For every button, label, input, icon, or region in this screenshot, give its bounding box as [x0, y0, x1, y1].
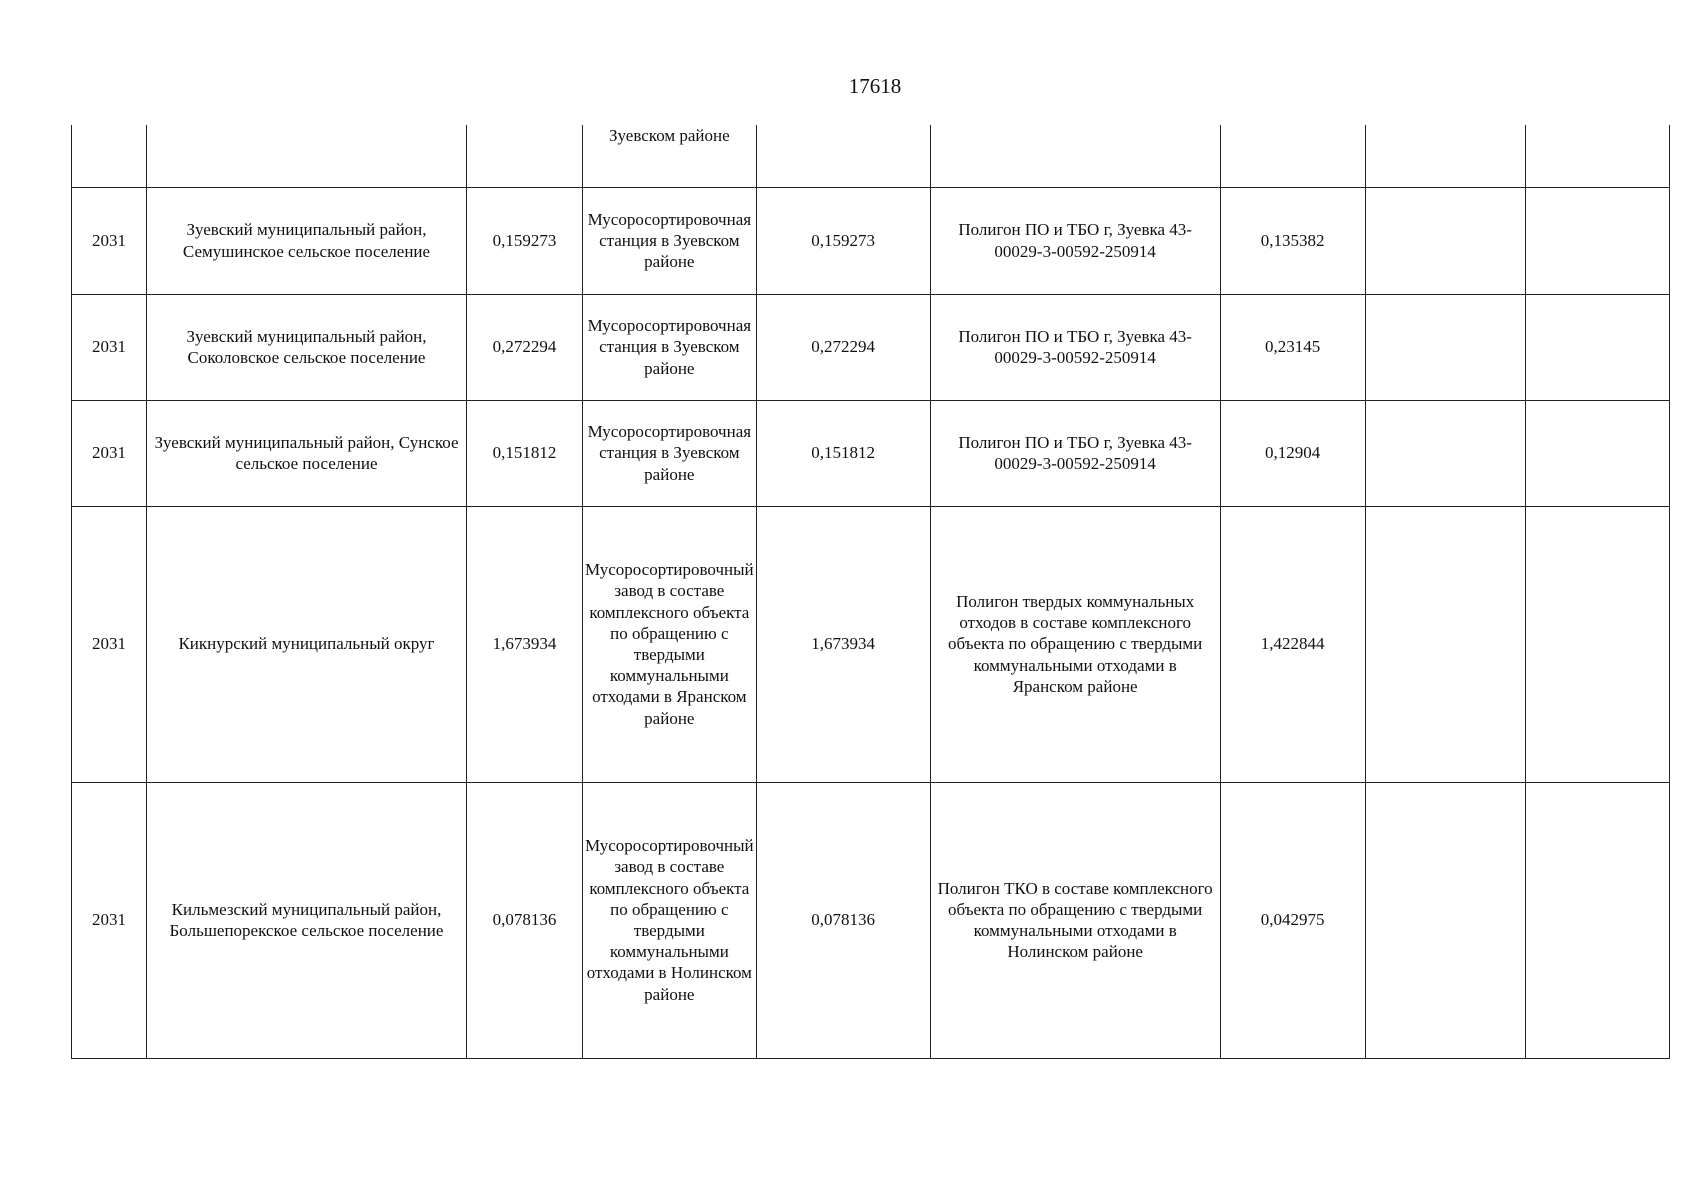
municipality-cell: Кильмезский муниципальный район, Большепорекское сельское поселение — [147, 782, 467, 1058]
table-row — [72, 400, 1670, 506]
municipality-cell: Кикнурский муниципальный округ — [147, 506, 467, 782]
table-row — [72, 187, 1670, 294]
empty-cell — [1525, 400, 1669, 506]
empty-cell — [1525, 506, 1669, 782]
page-number: 17618 — [848, 74, 902, 98]
facility-cell: Мусоросортировочный завод в составе комплексного объекта по обращению с твердыми коммунальными отходами в Нолинском районе — [583, 782, 757, 1058]
volume-cell: 0,272294 — [467, 294, 583, 400]
facility-cell: Мусоросортировочная станция в Зуевском районе — [583, 400, 757, 506]
facility-cell: Мусоросортировочная станция в Зуевском районе — [583, 294, 757, 400]
empty-cell — [1365, 294, 1525, 400]
volume-disposed-cell: 0,042975 — [1220, 782, 1365, 1058]
volume-processed-cell: 0,159273 — [756, 187, 930, 294]
continuation-row — [72, 125, 1670, 187]
disposal-site-cell — [930, 125, 1220, 187]
facility-cell: Мусоросортировочная станция в Зуевском районе — [583, 187, 757, 294]
municipality-cell: Зуевский муниципальный район, Семушинское сельское поселение — [147, 187, 467, 294]
municipality-cell: Зуевский муниципальный район, Сунское сельское поселение — [147, 400, 467, 506]
year-cell: 2031 — [72, 400, 147, 506]
year-cell: 2031 — [72, 294, 147, 400]
volume-cell: 0,159273 — [467, 187, 583, 294]
table-row — [72, 506, 1670, 782]
municipality-cell: Зуевский муниципальный район, Соколовское сельское поселение — [147, 294, 467, 400]
volume-processed-cell: 0,151812 — [756, 400, 930, 506]
volume-disposed-cell — [1220, 125, 1365, 187]
empty-cell — [1525, 294, 1669, 400]
data-table — [71, 125, 1670, 1059]
volume-cell: 0,151812 — [467, 400, 583, 506]
facility-cell: Мусоросортировочный завод в составе комплексного объекта по обращению с твердыми коммунальными отходами в Яранском районе — [583, 506, 757, 782]
empty-cell — [1365, 782, 1525, 1058]
volume-disposed-cell: 1,422844 — [1220, 506, 1365, 782]
volume-cell: 1,673934 — [467, 506, 583, 782]
volume-processed-cell — [756, 125, 930, 187]
empty-cell — [1525, 125, 1669, 187]
volume-disposed-cell: 0,12904 — [1220, 400, 1365, 506]
empty-cell — [1365, 187, 1525, 294]
disposal-site-cell: Полигон ПО и ТБО г, Зуевка 43-00029-3-00592-250914 — [930, 187, 1220, 294]
volume-cell — [467, 125, 583, 187]
volume-processed-cell: 0,078136 — [756, 782, 930, 1058]
disposal-site-cell: Полигон твердых коммунальных отходов в составе комплексного объекта по обращению с твердыми коммунальными отходами в Яранском районе — [930, 506, 1220, 782]
facility-text: Зуевском районе — [608, 126, 730, 145]
year-cell: 2031 — [72, 187, 147, 294]
empty-cell — [1365, 125, 1525, 187]
volume-cell: 0,078136 — [467, 782, 583, 1058]
volume-disposed-cell: 0,23145 — [1220, 294, 1365, 400]
volume-processed-cell: 1,673934 — [756, 506, 930, 782]
volume-processed-cell: 0,272294 — [756, 294, 930, 400]
empty-cell — [1525, 782, 1669, 1058]
year-cell: 2031 — [72, 506, 147, 782]
municipality-cell — [147, 125, 467, 187]
disposal-site-cell: Полигон ТКО в составе комплексного объекта по обращению с твердыми коммунальными отходами в Нолинском районе — [930, 782, 1220, 1058]
empty-cell — [1525, 187, 1669, 294]
disposal-site-cell: Полигон ПО и ТБО г, Зуевка 43-00029-3-00592-250914 — [930, 400, 1220, 506]
table-row — [72, 782, 1670, 1058]
facility-cell — [583, 125, 757, 187]
empty-cell — [1365, 400, 1525, 506]
volume-disposed-cell: 0,135382 — [1220, 187, 1365, 294]
empty-cell — [1365, 506, 1525, 782]
year-cell: 2031 — [72, 782, 147, 1058]
year-cell — [72, 125, 147, 187]
table-row — [72, 294, 1670, 400]
disposal-site-cell: Полигон ПО и ТБО г, Зуевка 43-00029-3-00592-250914 — [930, 294, 1220, 400]
